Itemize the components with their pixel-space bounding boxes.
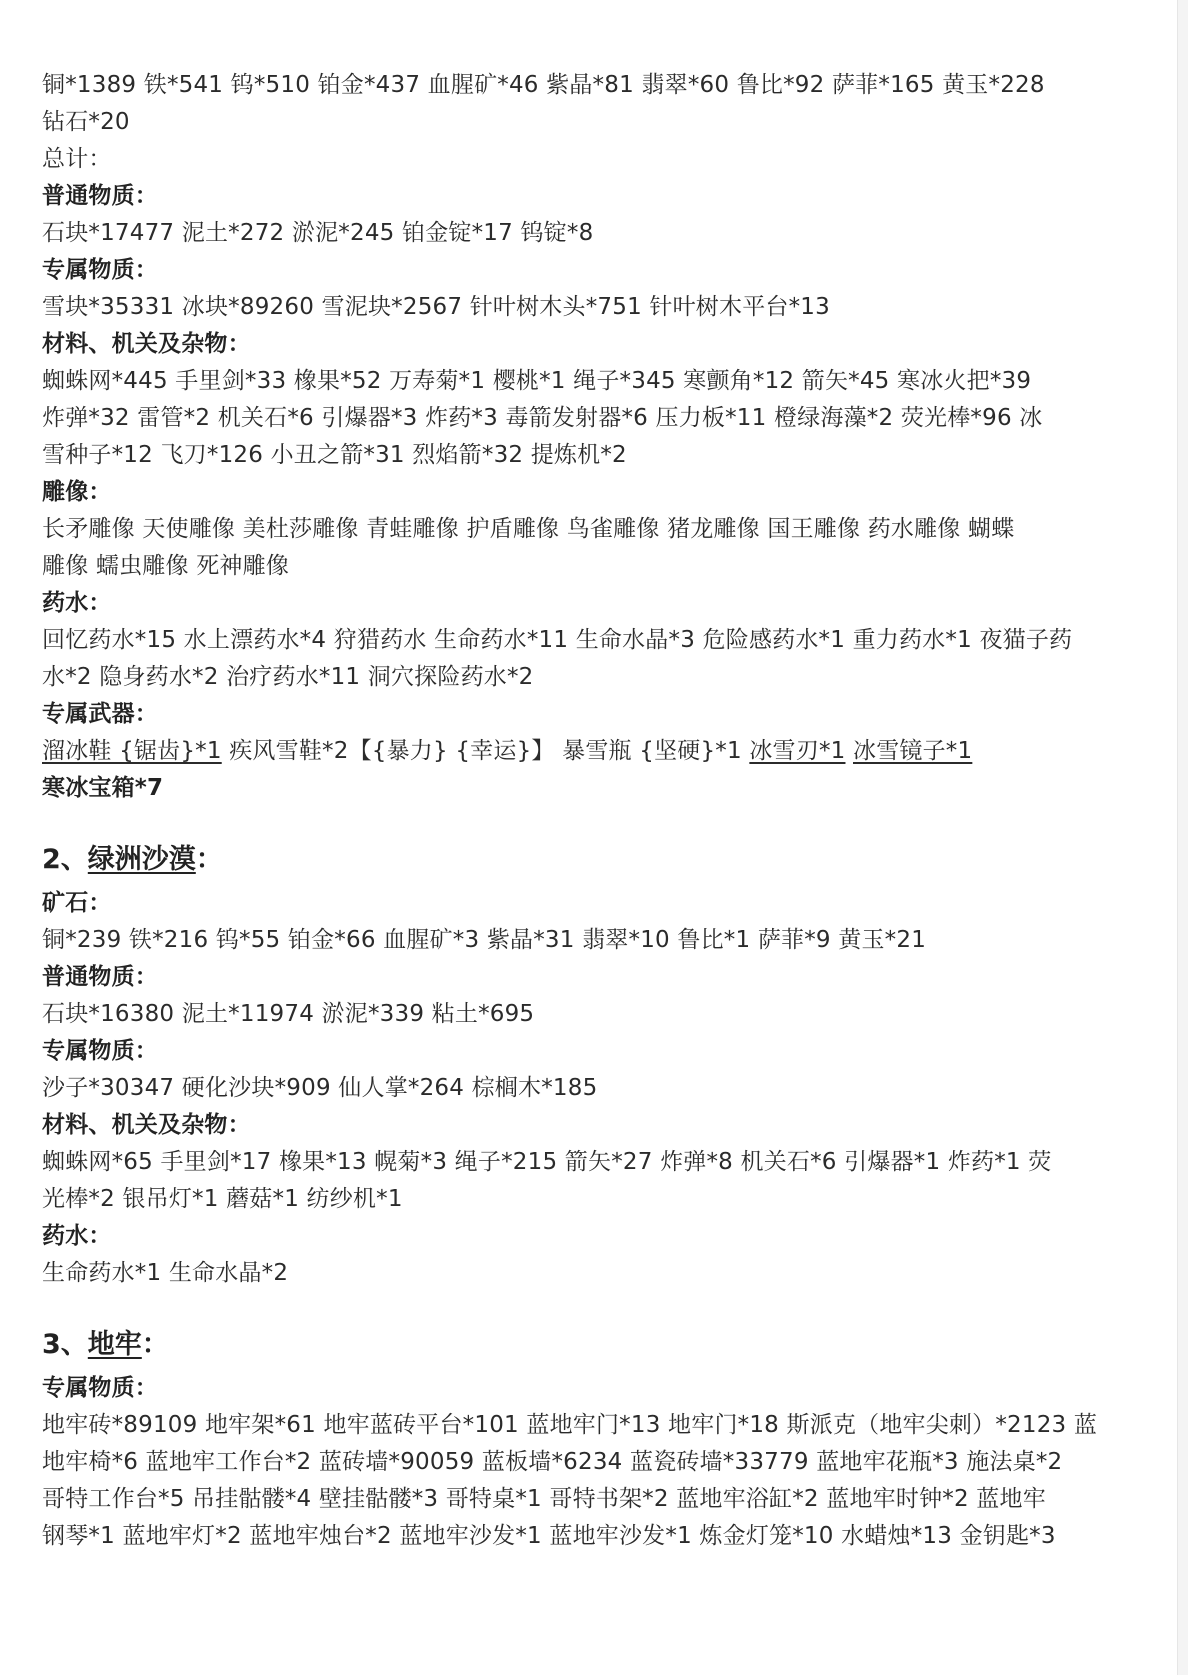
statues-label: 雕像：	[42, 479, 112, 505]
desert-ore-label: 矿石：	[42, 890, 112, 916]
section-title-dungeon	[42, 1320, 1142, 1370]
exclusive-materials-text: 雪块*35331 冰块*89260 雪泥块*2567 针叶树木头*751 针叶树木平台*13	[42, 294, 830, 320]
spacer	[42, 1292, 1142, 1312]
desert-materials-line-2: 光棒*2 银吊灯*1 蘑菇*1 纺纱机*1	[42, 1186, 403, 1212]
dungeon-exclusive-line-4: 钢琴*1 蓝地牢灯*2 蓝地牢烛台*2 蓝地牢沙发*1 蓝地牢沙发*1 炼金灯笼*10 水蜡烛*13 金钥匙*3	[42, 1523, 1056, 1549]
potions-label: 药水：	[42, 590, 112, 616]
dungeon-exclusive-line-2: 地牢椅*6 蓝地牢工作台*2 蓝砖墙*90059 蓝板墙*6234 蓝瓷砖墙*33779 蓝地牢花瓶*3 施法桌*2	[42, 1449, 1063, 1475]
chest-line: 寒冰宝箱*7	[42, 775, 164, 801]
weapon-text-mid: 疾风雪鞋*2【{暴力} {幸运}】 暴雪瓶 {坚硬}*1	[221, 738, 750, 764]
desert-exclusive-label: 专属物质：	[42, 1038, 158, 1064]
desert-common-label: 普通物质：	[42, 964, 158, 990]
materials-line-2: 炸弹*32 雷管*2 机关石*6 引爆器*3 炸药*3 毒箭发射器*6 压力板*11 橙绿海藻*2 荧光棒*96 冰	[42, 405, 1043, 431]
dungeon-exclusive-line-1: 地牢砖*89109 地牢架*61 地牢蓝砖平台*101 蓝地牢门*13 地牢门*18 斯派克（地牢尖刺）*2123 蓝	[42, 1412, 1098, 1438]
spacer	[42, 807, 1142, 827]
weapon-link-skates[interactable]: 溜冰鞋 {锯齿}*1	[42, 738, 222, 764]
desert-materials-line-1: 蜘蛛网*65 手里剑*17 橡果*13 幌菊*3 绳子*215 箭矢*27 炸弹*8 机关石*6 引爆器*1 炸药*1 荧	[42, 1149, 1052, 1175]
total-label: 总计：	[42, 146, 112, 172]
section-title-desert	[42, 835, 1142, 885]
desert-common-text: 石块*16380 泥土*11974 淤泥*339 粘土*695	[42, 1001, 535, 1027]
potions-line-2: 水*2 隐身药水*2 治疗药水*11 洞穴探险药水*2	[42, 664, 534, 690]
potions-line-1: 回忆药水*15 水上漂药水*4 狩猎药水 生命药水*11 生命水晶*3 危险感药水*1 重力药水*1 夜猫子药	[42, 627, 1073, 653]
weapon-separator	[845, 738, 853, 764]
section-title-link[interactable]: 绿洲沙漠	[87, 844, 196, 875]
document-body	[42, 67, 1142, 1555]
ore-line-1: 铜*1389 铁*541 钨*510 铂金*437 血腥矿*46 紫晶*81 翡翠*60 鲁比*92 萨菲*165 黄玉*228	[42, 72, 1045, 98]
ore-line-2: 钻石*20	[42, 109, 130, 135]
statues-line-2: 雕像 蠕虫雕像 死神雕像	[42, 553, 290, 579]
desert-ore-text: 铜*239 铁*216 钨*55 铂金*66 血腥矿*3 紫晶*31 翡翠*10 鲁比*1 萨菲*9 黄玉*21	[42, 927, 927, 953]
exclusive-materials-label: 专属物质：	[42, 257, 158, 283]
section-colon: ：	[141, 1329, 169, 1360]
weapon-link-ice-mirror[interactable]: 冰雪镜子*1	[853, 738, 973, 764]
dungeon-exclusive-line-3: 哥特工作台*5 吊挂骷髅*4 壁挂骷髅*3 哥特桌*1 哥特书架*2 蓝地牢浴缸*2 蓝地牢时钟*2 蓝地牢	[42, 1486, 1046, 1512]
weapons-label: 专属武器：	[42, 701, 158, 727]
section-number: 3、	[42, 1329, 88, 1360]
desert-materials-label: 材料、机关及杂物：	[42, 1112, 251, 1138]
materials-line-1: 蜘蛛网*445 手里剑*33 橡果*52 万寿菊*1 樱桃*1 绳子*345 寒颤角*12 箭矢*45 寒冰火把*39	[42, 368, 1032, 394]
statues-line-1: 长矛雕像 天使雕像 美杜莎雕像 青蛙雕像 护盾雕像 鸟雀雕像 猪龙雕像 国王雕像 药水雕像 蝴蝶	[42, 516, 1015, 542]
dungeon-exclusive-label: 专属物质：	[42, 1375, 158, 1401]
materials-label: 材料、机关及杂物：	[42, 331, 251, 357]
section-colon: ：	[195, 844, 223, 875]
weapons-line	[42, 733, 1142, 770]
common-materials-label: 普通物质：	[42, 183, 158, 209]
materials-line-3: 雪种子*12 飞刀*126 小丑之箭*31 烈焰箭*32 提炼机*2	[42, 442, 627, 468]
desert-exclusive-text: 沙子*30347 硬化沙块*909 仙人掌*264 棕榈木*185	[42, 1075, 598, 1101]
desert-potions-text: 生命药水*1 生命水晶*2	[42, 1260, 289, 1286]
section-title-link[interactable]: 地牢	[87, 1329, 142, 1360]
section-number: 2、	[42, 844, 88, 875]
weapon-link-ice-blade[interactable]: 冰雪刃*1	[749, 738, 846, 764]
common-materials-text: 石块*17477 泥土*272 淤泥*245 铂金锭*17 钨锭*8	[42, 220, 594, 246]
desert-potions-label: 药水：	[42, 1223, 112, 1249]
scrollbar[interactable]	[1177, 0, 1188, 1675]
